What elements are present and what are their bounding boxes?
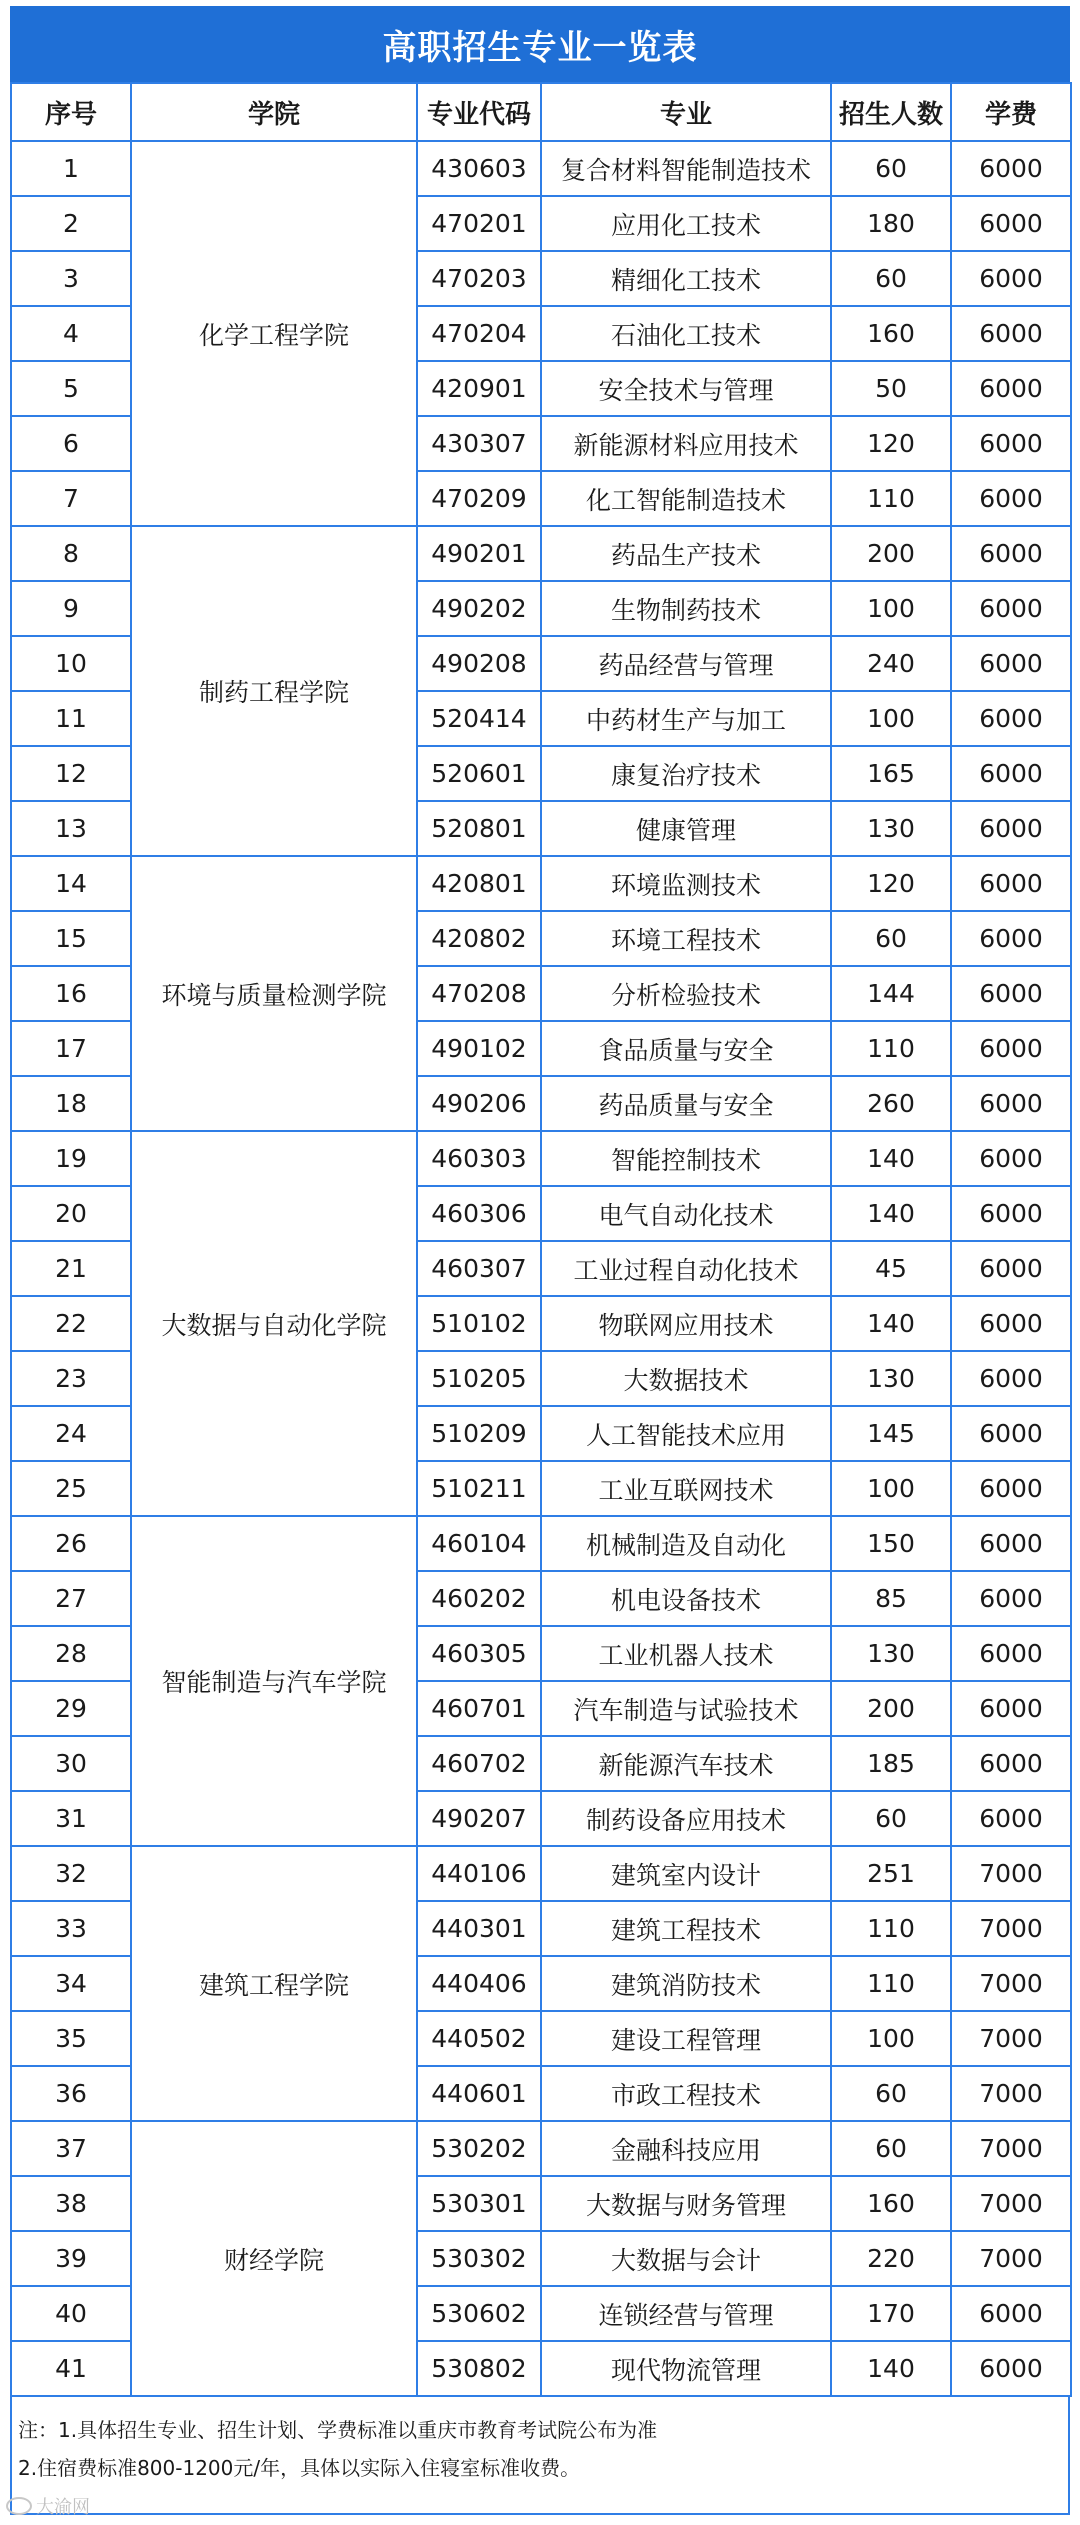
cell-tuition: 6000	[951, 691, 1071, 746]
cell-tuition: 6000	[951, 1626, 1071, 1681]
cell-index: 16	[11, 966, 131, 1021]
cell-enrollment: 120	[831, 416, 951, 471]
cell-enrollment: 130	[831, 1626, 951, 1681]
cell-tuition: 6000	[951, 2341, 1071, 2396]
cell-major-code: 440301	[417, 1901, 541, 1956]
cell-enrollment: 100	[831, 2011, 951, 2066]
header-college: 学院	[131, 83, 417, 141]
cell-major: 工业互联网技术	[541, 1461, 831, 1516]
cell-major-code: 440406	[417, 1956, 541, 2011]
cell-major-code: 520801	[417, 801, 541, 856]
cell-major-code: 430603	[417, 141, 541, 196]
table-row	[11, 1846, 1071, 1901]
cell-tuition: 7000	[951, 2066, 1071, 2121]
watermark-text: 大渝网	[36, 2497, 90, 2518]
cell-major: 大数据与财务管理	[541, 2176, 831, 2231]
cell-tuition: 6000	[951, 1736, 1071, 1791]
cell-major: 机电设备技术	[541, 1571, 831, 1626]
cell-enrollment: 130	[831, 1351, 951, 1406]
cell-major-code: 460104	[417, 1516, 541, 1571]
cell-major: 化工智能制造技术	[541, 471, 831, 526]
cell-index: 10	[11, 636, 131, 691]
cell-enrollment: 140	[831, 1296, 951, 1351]
cell-major-code: 460202	[417, 1571, 541, 1626]
cell-major: 大数据技术	[541, 1351, 831, 1406]
cell-tuition: 6000	[951, 416, 1071, 471]
cell-index: 33	[11, 1901, 131, 1956]
cell-enrollment: 220	[831, 2231, 951, 2286]
cell-major: 药品质量与安全	[541, 1076, 831, 1131]
cell-enrollment: 185	[831, 1736, 951, 1791]
cell-tuition: 6000	[951, 1791, 1071, 1846]
cell-tuition: 7000	[951, 2121, 1071, 2176]
cell-enrollment: 110	[831, 471, 951, 526]
cell-index: 13	[11, 801, 131, 856]
cell-major-code: 530202	[417, 2121, 541, 2176]
header-index: 序号	[11, 83, 131, 141]
cell-tuition: 6000	[951, 1076, 1071, 1131]
header-enrollment: 招生人数	[831, 83, 951, 141]
cell-enrollment: 200	[831, 1681, 951, 1736]
cell-tuition: 7000	[951, 1901, 1071, 1956]
cell-tuition: 6000	[951, 801, 1071, 856]
cell-major: 复合材料智能制造技术	[541, 141, 831, 196]
cell-college: 智能制造与汽车学院	[131, 1516, 417, 1846]
cell-index: 18	[11, 1076, 131, 1131]
cell-enrollment: 251	[831, 1846, 951, 1901]
cell-major: 分析检验技术	[541, 966, 831, 1021]
cell-tuition: 6000	[951, 471, 1071, 526]
cell-major: 石油化工技术	[541, 306, 831, 361]
watermark	[6, 2493, 90, 2519]
cell-enrollment: 130	[831, 801, 951, 856]
cell-major-code: 460305	[417, 1626, 541, 1681]
cell-index: 24	[11, 1406, 131, 1461]
watermark-logo-icon	[6, 2497, 32, 2515]
cell-major: 建筑室内设计	[541, 1846, 831, 1901]
cell-enrollment: 100	[831, 581, 951, 636]
cell-index: 23	[11, 1351, 131, 1406]
cell-major-code: 420901	[417, 361, 541, 416]
cell-major-code: 440106	[417, 1846, 541, 1901]
cell-enrollment: 160	[831, 306, 951, 361]
cell-index: 15	[11, 911, 131, 966]
cell-enrollment: 45	[831, 1241, 951, 1296]
cell-index: 22	[11, 1296, 131, 1351]
cell-major: 建筑消防技术	[541, 1956, 831, 2011]
cell-major: 金融科技应用	[541, 2121, 831, 2176]
cell-index: 31	[11, 1791, 131, 1846]
cell-major-code: 470203	[417, 251, 541, 306]
cell-index: 1	[11, 141, 131, 196]
header-tuition: 学费	[951, 83, 1071, 141]
cell-major-code: 440601	[417, 2066, 541, 2121]
cell-enrollment: 110	[831, 1021, 951, 1076]
table-body	[11, 141, 1071, 2396]
enrollment-sheet	[10, 6, 1070, 2515]
cell-index: 19	[11, 1131, 131, 1186]
cell-major: 新能源材料应用技术	[541, 416, 831, 471]
cell-enrollment: 60	[831, 911, 951, 966]
header-major: 专业	[541, 83, 831, 141]
cell-index: 8	[11, 526, 131, 581]
cell-major-code: 490207	[417, 1791, 541, 1846]
header-row	[11, 83, 1071, 141]
cell-enrollment: 100	[831, 1461, 951, 1516]
table-row	[11, 141, 1071, 196]
cell-enrollment: 110	[831, 1901, 951, 1956]
cell-major-code: 460702	[417, 1736, 541, 1791]
cell-index: 32	[11, 1846, 131, 1901]
cell-major-code: 460307	[417, 1241, 541, 1296]
cell-tuition: 7000	[951, 2011, 1071, 2066]
cell-major: 药品生产技术	[541, 526, 831, 581]
cell-college: 大数据与自动化学院	[131, 1131, 417, 1516]
cell-major: 人工智能技术应用	[541, 1406, 831, 1461]
cell-enrollment: 160	[831, 2176, 951, 2231]
cell-enrollment: 100	[831, 691, 951, 746]
cell-major: 市政工程技术	[541, 2066, 831, 2121]
cell-tuition: 6000	[951, 141, 1071, 196]
cell-major: 电气自动化技术	[541, 1186, 831, 1241]
cell-major-code: 490202	[417, 581, 541, 636]
cell-tuition: 6000	[951, 746, 1071, 801]
cell-tuition: 7000	[951, 2231, 1071, 2286]
cell-major: 新能源汽车技术	[541, 1736, 831, 1791]
cell-tuition: 6000	[951, 856, 1071, 911]
cell-index: 28	[11, 1626, 131, 1681]
cell-college: 财经学院	[131, 2121, 417, 2396]
cell-tuition: 6000	[951, 636, 1071, 691]
cell-major: 机械制造及自动化	[541, 1516, 831, 1571]
cell-tuition: 7000	[951, 2176, 1071, 2231]
cell-major-code: 460303	[417, 1131, 541, 1186]
cell-major: 现代物流管理	[541, 2341, 831, 2396]
cell-index: 25	[11, 1461, 131, 1516]
cell-index: 36	[11, 2066, 131, 2121]
cell-tuition: 6000	[951, 1131, 1071, 1186]
cell-college: 制药工程学院	[131, 526, 417, 856]
cell-tuition: 7000	[951, 1956, 1071, 2011]
cell-major: 制药设备应用技术	[541, 1791, 831, 1846]
cell-tuition: 6000	[951, 526, 1071, 581]
cell-tuition: 6000	[951, 911, 1071, 966]
cell-index: 39	[11, 2231, 131, 2286]
cell-enrollment: 60	[831, 1791, 951, 1846]
cell-index: 29	[11, 1681, 131, 1736]
cell-major-code: 490102	[417, 1021, 541, 1076]
cell-major: 健康管理	[541, 801, 831, 856]
note-line-1: 注：1.具体招生专业、招生计划、学费标准以重庆市教育考试院公布为准	[18, 2418, 658, 2442]
cell-index: 38	[11, 2176, 131, 2231]
cell-index: 5	[11, 361, 131, 416]
cell-index: 7	[11, 471, 131, 526]
cell-tuition: 6000	[951, 1571, 1071, 1626]
cell-enrollment: 145	[831, 1406, 951, 1461]
cell-major-code: 490208	[417, 636, 541, 691]
cell-major: 工业机器人技术	[541, 1626, 831, 1681]
cell-major-code: 510209	[417, 1406, 541, 1461]
cell-index: 14	[11, 856, 131, 911]
table-row	[11, 2121, 1071, 2176]
cell-enrollment: 165	[831, 746, 951, 801]
cell-major-code: 510102	[417, 1296, 541, 1351]
cell-index: 9	[11, 581, 131, 636]
cell-major-code: 530301	[417, 2176, 541, 2231]
cell-index: 40	[11, 2286, 131, 2341]
cell-index: 20	[11, 1186, 131, 1241]
cell-index: 17	[11, 1021, 131, 1076]
cell-enrollment: 240	[831, 636, 951, 691]
table-row	[11, 856, 1071, 911]
cell-major: 汽车制造与试验技术	[541, 1681, 831, 1736]
cell-college: 建筑工程学院	[131, 1846, 417, 2121]
cell-major: 中药材生产与加工	[541, 691, 831, 746]
cell-tuition: 6000	[951, 1186, 1071, 1241]
cell-enrollment: 180	[831, 196, 951, 251]
cell-major-code: 490201	[417, 526, 541, 581]
cell-tuition: 6000	[951, 581, 1071, 636]
cell-enrollment: 60	[831, 251, 951, 306]
cell-tuition: 6000	[951, 251, 1071, 306]
cell-major-code: 490206	[417, 1076, 541, 1131]
cell-index: 11	[11, 691, 131, 746]
cell-major-code: 460701	[417, 1681, 541, 1736]
cell-tuition: 7000	[951, 1846, 1071, 1901]
cell-enrollment: 144	[831, 966, 951, 1021]
cell-tuition: 6000	[951, 1021, 1071, 1076]
cell-index: 27	[11, 1571, 131, 1626]
cell-major: 安全技术与管理	[541, 361, 831, 416]
cell-index: 12	[11, 746, 131, 801]
cell-enrollment: 120	[831, 856, 951, 911]
cell-index: 6	[11, 416, 131, 471]
cell-major-code: 420802	[417, 911, 541, 966]
table-row	[11, 1131, 1071, 1186]
cell-index: 3	[11, 251, 131, 306]
cell-major-code: 520414	[417, 691, 541, 746]
cell-enrollment: 170	[831, 2286, 951, 2341]
cell-enrollment: 85	[831, 1571, 951, 1626]
cell-index: 26	[11, 1516, 131, 1571]
cell-enrollment: 60	[831, 141, 951, 196]
cell-major-code: 510211	[417, 1461, 541, 1516]
cell-major: 康复治疗技术	[541, 746, 831, 801]
table-row	[11, 1516, 1071, 1571]
majors-table	[10, 82, 1072, 2397]
cell-major: 物联网应用技术	[541, 1296, 831, 1351]
cell-index: 4	[11, 306, 131, 361]
cell-index: 37	[11, 2121, 131, 2176]
cell-tuition: 6000	[951, 196, 1071, 251]
cell-major-code: 530302	[417, 2231, 541, 2286]
cell-tuition: 6000	[951, 1296, 1071, 1351]
cell-tuition: 6000	[951, 1461, 1071, 1516]
header-major-code: 专业代码	[417, 83, 541, 141]
cell-major: 大数据与会计	[541, 2231, 831, 2286]
cell-tuition: 6000	[951, 1351, 1071, 1406]
cell-major-code: 530602	[417, 2286, 541, 2341]
cell-major-code: 470201	[417, 196, 541, 251]
cell-major: 工业过程自动化技术	[541, 1241, 831, 1296]
cell-index: 30	[11, 1736, 131, 1791]
cell-index: 35	[11, 2011, 131, 2066]
cell-index: 34	[11, 1956, 131, 2011]
cell-major-code: 470209	[417, 471, 541, 526]
cell-enrollment: 200	[831, 526, 951, 581]
cell-major-code: 470208	[417, 966, 541, 1021]
cell-major-code: 530802	[417, 2341, 541, 2396]
cell-major-code: 470204	[417, 306, 541, 361]
cell-major-code: 520601	[417, 746, 541, 801]
cell-major: 精细化工技术	[541, 251, 831, 306]
cell-major: 应用化工技术	[541, 196, 831, 251]
cell-major: 智能控制技术	[541, 1131, 831, 1186]
cell-major: 环境工程技术	[541, 911, 831, 966]
cell-major-code: 430307	[417, 416, 541, 471]
cell-major: 建设工程管理	[541, 2011, 831, 2066]
cell-enrollment: 60	[831, 2121, 951, 2176]
cell-major: 生物制药技术	[541, 581, 831, 636]
cell-tuition: 6000	[951, 306, 1071, 361]
cell-major: 食品质量与安全	[541, 1021, 831, 1076]
cell-tuition: 6000	[951, 361, 1071, 416]
cell-index: 41	[11, 2341, 131, 2396]
cell-enrollment: 140	[831, 2341, 951, 2396]
cell-tuition: 6000	[951, 1516, 1071, 1571]
cell-college: 环境与质量检测学院	[131, 856, 417, 1131]
cell-major: 连锁经营与管理	[541, 2286, 831, 2341]
cell-major: 建筑工程技术	[541, 1901, 831, 1956]
table-title: 高职招生专业一览表	[10, 6, 1070, 82]
cell-enrollment: 260	[831, 1076, 951, 1131]
cell-major: 药品经营与管理	[541, 636, 831, 691]
cell-tuition: 6000	[951, 1681, 1071, 1736]
cell-index: 2	[11, 196, 131, 251]
cell-major-code: 440502	[417, 2011, 541, 2066]
cell-major-code: 510205	[417, 1351, 541, 1406]
cell-enrollment: 140	[831, 1131, 951, 1186]
note-line-2: 2.住宿费标准800-1200元/年，具体以实际入住寝室标准收费。	[18, 2456, 581, 2480]
cell-major: 环境监测技术	[541, 856, 831, 911]
cell-enrollment: 50	[831, 361, 951, 416]
table-row	[11, 526, 1071, 581]
cell-tuition: 6000	[951, 966, 1071, 1021]
notes	[10, 2397, 1070, 2515]
cell-college: 化学工程学院	[131, 141, 417, 526]
cell-enrollment: 60	[831, 2066, 951, 2121]
cell-enrollment: 140	[831, 1186, 951, 1241]
cell-major-code: 460306	[417, 1186, 541, 1241]
cell-major-code: 420801	[417, 856, 541, 911]
cell-enrollment: 110	[831, 1956, 951, 2011]
cell-index: 21	[11, 1241, 131, 1296]
cell-tuition: 6000	[951, 1406, 1071, 1461]
cell-enrollment: 150	[831, 1516, 951, 1571]
cell-tuition: 6000	[951, 2286, 1071, 2341]
cell-tuition: 6000	[951, 1241, 1071, 1296]
